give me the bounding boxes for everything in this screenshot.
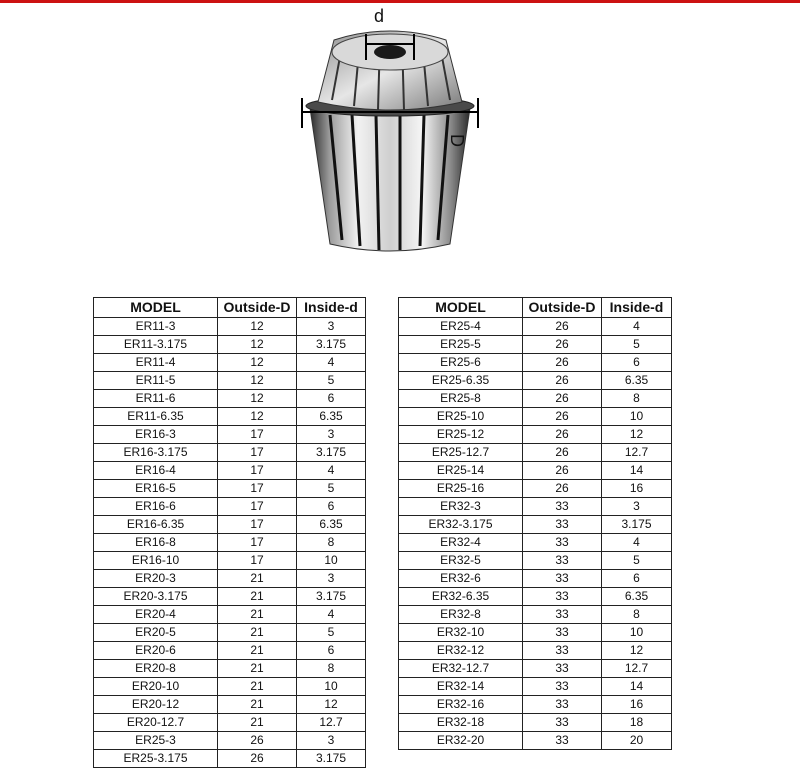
cell-model: ER32-5 [399,552,523,570]
cell-model: ER32-3.175 [399,516,523,534]
table-row [94,606,366,624]
cell-model: ER16-3 [94,426,218,444]
cell-outside-d: 33 [523,696,602,714]
cell-inside-d: 4 [297,462,366,480]
cell-model: ER20-3 [94,570,218,588]
cell-model: ER20-8 [94,660,218,678]
cell-outside-d: 26 [523,444,602,462]
cell-outside-d: 12 [218,354,297,372]
table-row [94,570,366,588]
table-row [399,372,672,390]
cell-outside-d: 33 [523,606,602,624]
cell-inside-d: 3.175 [602,516,672,534]
cell-model: ER16-4 [94,462,218,480]
table-row [399,660,672,678]
table-row [399,480,672,498]
inner-diameter-label: d [374,6,385,26]
cell-outside-d: 12 [218,372,297,390]
table-header-row [399,298,672,318]
cell-inside-d: 4 [602,318,672,336]
cell-model: ER11-3 [94,318,218,336]
cell-outside-d: 33 [523,516,602,534]
cell-outside-d: 17 [218,552,297,570]
cell-outside-d: 12 [218,336,297,354]
cell-outside-d: 33 [523,660,602,678]
cell-model: ER25-12.7 [399,444,523,462]
cell-inside-d: 5 [297,624,366,642]
cell-model: ER20-12 [94,696,218,714]
cell-model: ER11-6.35 [94,408,218,426]
cell-model: ER20-3.175 [94,588,218,606]
cell-outside-d: 12 [218,408,297,426]
cell-outside-d: 17 [218,516,297,534]
cell-model: ER20-4 [94,606,218,624]
table-row [399,534,672,552]
table-row [399,714,672,732]
cell-inside-d: 6.35 [602,372,672,390]
cell-outside-d: 33 [523,642,602,660]
cell-outside-d: 26 [523,462,602,480]
table-row [399,444,672,462]
cell-inside-d: 6 [297,390,366,408]
cell-inside-d: 3 [297,732,366,750]
cell-inside-d: 6.35 [297,516,366,534]
cell-inside-d: 16 [602,480,672,498]
cell-outside-d: 21 [218,624,297,642]
cell-model: ER25-14 [399,462,523,480]
cell-model: ER20-5 [94,624,218,642]
cell-model: ER16-3.175 [94,444,218,462]
table-row [94,642,366,660]
header-outside-d: Outside-D [523,298,602,318]
table-row [399,426,672,444]
cell-model: ER16-8 [94,534,218,552]
table-row [94,588,366,606]
cell-outside-d: 21 [218,642,297,660]
cell-outside-d: 21 [218,696,297,714]
cell-inside-d: 6.35 [297,408,366,426]
cell-outside-d: 21 [218,660,297,678]
table-row [399,498,672,516]
cell-inside-d: 3.175 [297,444,366,462]
table-row [399,354,672,372]
table-row [399,732,672,750]
table-row [94,480,366,498]
cell-model: ER25-6 [399,354,523,372]
cell-model: ER32-6 [399,570,523,588]
cell-outside-d: 17 [218,462,297,480]
cell-outside-d: 26 [523,336,602,354]
table-row [94,336,366,354]
header-inside-d: Inside-d [602,298,672,318]
cell-outside-d: 17 [218,444,297,462]
cell-model: ER32-18 [399,714,523,732]
cell-outside-d: 21 [218,714,297,732]
cell-inside-d: 3.175 [297,336,366,354]
cell-inside-d: 10 [602,624,672,642]
table-row [94,534,366,552]
cell-outside-d: 33 [523,732,602,750]
cell-model: ER25-10 [399,408,523,426]
cell-inside-d: 18 [602,714,672,732]
cell-inside-d: 4 [297,606,366,624]
cell-model: ER32-12 [399,642,523,660]
cell-model: ER16-6 [94,498,218,516]
cell-inside-d: 20 [602,732,672,750]
table-row [399,552,672,570]
cell-outside-d: 33 [523,570,602,588]
cell-outside-d: 33 [523,534,602,552]
cell-model: ER32-10 [399,624,523,642]
cell-outside-d: 26 [218,732,297,750]
cell-inside-d: 6.35 [602,588,672,606]
cell-outside-d: 33 [523,624,602,642]
cell-inside-d: 6 [297,498,366,516]
cell-outside-d: 17 [218,498,297,516]
cell-outside-d: 33 [523,678,602,696]
cell-inside-d: 10 [297,552,366,570]
cell-model: ER16-10 [94,552,218,570]
cell-model: ER25-16 [399,480,523,498]
table-row [399,390,672,408]
spec-table-left [93,297,366,768]
cell-inside-d: 6 [602,354,672,372]
cell-model: ER11-6 [94,390,218,408]
cell-model: ER32-3 [399,498,523,516]
cell-outside-d: 26 [523,318,602,336]
cell-outside-d: 26 [523,426,602,444]
cell-model: ER20-12.7 [94,714,218,732]
cell-outside-d: 21 [218,588,297,606]
table-row [94,678,366,696]
cell-model: ER25-5 [399,336,523,354]
cell-model: ER25-6.35 [399,372,523,390]
table-row [94,372,366,390]
table-row [94,516,366,534]
cell-inside-d: 4 [602,534,672,552]
cell-inside-d: 5 [297,372,366,390]
table-row [399,318,672,336]
cell-outside-d: 21 [218,606,297,624]
cell-model: ER20-6 [94,642,218,660]
table-row [94,624,366,642]
cell-inside-d: 3.175 [297,750,366,768]
cell-inside-d: 5 [297,480,366,498]
cell-inside-d: 12 [297,696,366,714]
cell-outside-d: 26 [523,480,602,498]
cell-inside-d: 14 [602,678,672,696]
cell-inside-d: 16 [602,696,672,714]
cell-outside-d: 26 [523,354,602,372]
table-header-row [94,298,366,318]
cell-inside-d: 8 [297,534,366,552]
cell-outside-d: 26 [523,372,602,390]
cell-inside-d: 3 [602,498,672,516]
cell-model: ER32-4 [399,534,523,552]
cell-model: ER32-8 [399,606,523,624]
cell-inside-d: 3 [297,318,366,336]
table-row [94,444,366,462]
cell-model: ER32-16 [399,696,523,714]
cell-outside-d: 26 [523,408,602,426]
table-row [399,516,672,534]
table-row [94,498,366,516]
cell-inside-d: 3 [297,570,366,588]
header-model: MODEL [399,298,523,318]
table-row [94,750,366,768]
cell-model: ER25-12 [399,426,523,444]
table-row [399,678,672,696]
cell-outside-d: 17 [218,426,297,444]
cell-model: ER25-3.175 [94,750,218,768]
cell-inside-d: 8 [602,390,672,408]
table-row [94,732,366,750]
cell-model: ER16-6.35 [94,516,218,534]
cell-outside-d: 17 [218,480,297,498]
cell-inside-d: 6 [602,570,672,588]
cell-outside-d: 12 [218,390,297,408]
cell-inside-d: 14 [602,462,672,480]
cell-inside-d: 3.175 [297,588,366,606]
cell-model: ER32-20 [399,732,523,750]
table-row [94,696,366,714]
cell-inside-d: 6 [297,642,366,660]
table-row [399,462,672,480]
cell-inside-d: 3 [297,426,366,444]
cell-outside-d: 33 [523,552,602,570]
table-row [399,624,672,642]
table-row [399,696,672,714]
cell-model: ER32-12.7 [399,660,523,678]
table-row [94,426,366,444]
cell-model: ER11-4 [94,354,218,372]
cell-inside-d: 12 [602,426,672,444]
table-row [399,570,672,588]
cell-outside-d: 21 [218,570,297,588]
table-row [94,714,366,732]
cell-outside-d: 33 [523,714,602,732]
cell-model: ER11-5 [94,372,218,390]
table-row [399,408,672,426]
cell-outside-d: 26 [218,750,297,768]
cell-inside-d: 8 [602,606,672,624]
table-row [399,642,672,660]
table-row [399,606,672,624]
cell-inside-d: 12 [602,642,672,660]
cell-inside-d: 8 [297,660,366,678]
cell-inside-d: 12.7 [602,660,672,678]
outer-diameter-label: D [447,134,467,147]
spec-table-right [398,297,672,750]
cell-outside-d: 21 [218,678,297,696]
cell-model: ER11-3.175 [94,336,218,354]
table-row [94,552,366,570]
collet-bore [374,45,406,59]
cell-inside-d: 12.7 [297,714,366,732]
cell-inside-d: 10 [602,408,672,426]
table-row [94,462,366,480]
table-row [94,390,366,408]
table-row [399,588,672,606]
table-row [94,354,366,372]
cell-model: ER32-6.35 [399,588,523,606]
header-model: MODEL [94,298,218,318]
table-row [94,408,366,426]
header-inside-d: Inside-d [297,298,366,318]
cell-outside-d: 12 [218,318,297,336]
cell-model: ER25-4 [399,318,523,336]
cell-inside-d: 10 [297,678,366,696]
cell-inside-d: 12.7 [602,444,672,462]
header-outside-d: Outside-D [218,298,297,318]
cell-inside-d: 5 [602,552,672,570]
cell-model: ER16-5 [94,480,218,498]
cell-outside-d: 33 [523,498,602,516]
cell-model: ER20-10 [94,678,218,696]
table-row [399,336,672,354]
cell-outside-d: 17 [218,534,297,552]
cell-inside-d: 5 [602,336,672,354]
table-row [94,660,366,678]
cell-model: ER25-3 [94,732,218,750]
cell-model: ER25-8 [399,390,523,408]
cell-outside-d: 33 [523,588,602,606]
cell-model: ER32-14 [399,678,523,696]
table-row [94,318,366,336]
cell-inside-d: 4 [297,354,366,372]
cell-outside-d: 26 [523,390,602,408]
